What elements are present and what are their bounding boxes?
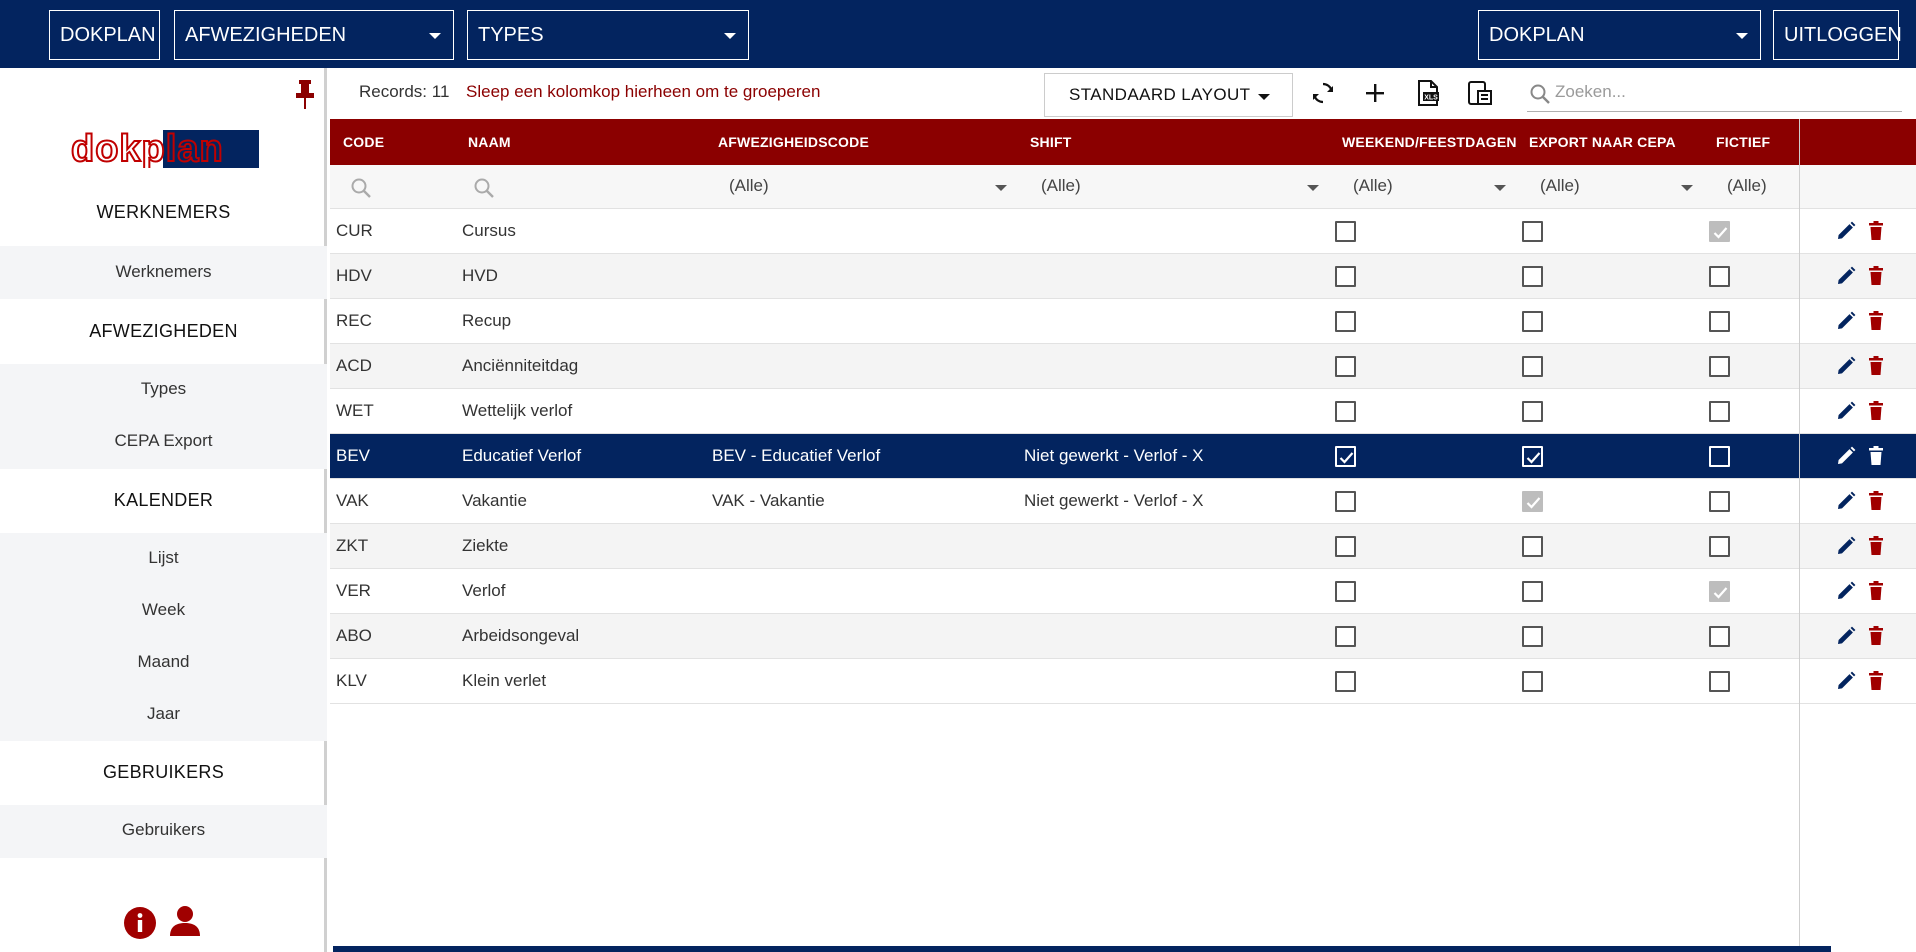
filter-shift[interactable]: (Alle) <box>1041 176 1081 195</box>
checkbox-fictief[interactable] <box>1709 446 1730 467</box>
delete-icon[interactable] <box>1865 355 1887 377</box>
checkbox-fictief[interactable] <box>1709 401 1730 422</box>
search-icon <box>1529 83 1551 105</box>
checkbox-weekend[interactable] <box>1335 671 1356 692</box>
filter-weekend[interactable]: (Alle) <box>1353 176 1393 195</box>
column-header-shift[interactable]: SHIFT <box>1030 134 1072 150</box>
checkbox-export[interactable] <box>1522 356 1543 377</box>
checkbox-export[interactable] <box>1522 311 1543 332</box>
checkbox-export[interactable] <box>1522 491 1543 512</box>
chevron-down-icon[interactable] <box>1494 185 1506 191</box>
cell-code: KLV <box>336 671 367 690</box>
table-row[interactable] <box>330 569 1916 614</box>
grid-header <box>330 119 1916 165</box>
search-icon[interactable] <box>350 177 372 199</box>
section-title-werknemers: WERKNEMERS <box>96 202 231 222</box>
delete-icon[interactable] <box>1865 580 1887 602</box>
column-header-naam[interactable]: NAAM <box>468 134 511 150</box>
home-button[interactable]: DOKPLAN <box>49 10 160 60</box>
cell-shift: Niet gewerkt - Verlof - X <box>1024 491 1204 510</box>
cell-naam: Wettelijk verlof <box>462 401 573 420</box>
module-select[interactable] <box>174 10 454 60</box>
cell-code: CUR <box>336 221 373 240</box>
checkbox-weekend[interactable] <box>1335 401 1356 422</box>
checkbox-weekend[interactable] <box>1335 221 1356 242</box>
table-row[interactable] <box>330 434 1916 479</box>
module-select-value: AFWEZIGHEDEN <box>185 23 347 46</box>
delete-icon[interactable] <box>1865 625 1887 647</box>
filter-row <box>330 165 1916 209</box>
edit-icon[interactable] <box>1835 355 1857 377</box>
filter-fictief[interactable]: (Alle) <box>1727 176 1767 195</box>
chevron-down-icon <box>429 33 441 39</box>
checkbox-export[interactable] <box>1522 536 1543 557</box>
sidebar-item-week[interactable]: Week <box>141 600 186 619</box>
checkbox-export[interactable] <box>1522 671 1543 692</box>
sidebar-item-maand[interactable]: Maand <box>137 652 190 671</box>
page-select-value: TYPES <box>478 23 544 46</box>
edit-icon[interactable] <box>1835 580 1857 602</box>
search-icon[interactable] <box>473 177 495 199</box>
delete-icon[interactable] <box>1865 310 1887 332</box>
user-icon[interactable] <box>168 904 202 938</box>
table-row[interactable] <box>330 344 1916 389</box>
svg-text:XLS: XLS <box>1424 94 1438 102</box>
cell-naam: Recup <box>462 311 512 330</box>
page-select[interactable] <box>467 10 749 60</box>
table-row[interactable] <box>330 389 1916 434</box>
delete-icon[interactable] <box>1865 490 1887 512</box>
chevron-down-icon <box>1736 33 1748 39</box>
filter-afwezigheidscode[interactable]: (Alle) <box>729 176 769 195</box>
checkbox-export[interactable] <box>1522 401 1543 422</box>
checkbox-weekend[interactable] <box>1335 491 1356 512</box>
checkbox-export[interactable] <box>1522 221 1543 242</box>
layout-select[interactable] <box>1044 73 1293 117</box>
checkbox-weekend[interactable] <box>1335 446 1356 467</box>
column-header-export[interactable]: EXPORT NAAR CEPA <box>1529 134 1676 150</box>
chevron-down-icon[interactable] <box>995 185 1007 191</box>
section-title-kalender: KALENDER <box>113 490 214 510</box>
table-row[interactable] <box>330 614 1916 659</box>
column-header-afwezigheidscode[interactable]: AFWEZIGHEIDSCODE <box>718 134 869 150</box>
edit-icon[interactable] <box>1835 625 1857 647</box>
cell-naam: Klein verlet <box>462 671 547 690</box>
edit-icon[interactable] <box>1835 265 1857 287</box>
checkbox-weekend[interactable] <box>1335 536 1356 557</box>
logout-button[interactable]: UITLOGGEN <box>1773 10 1899 60</box>
cell-naam: Educatief Verlof <box>462 446 582 465</box>
cell-naam: Verlof <box>462 581 506 600</box>
chevron-down-icon <box>724 33 736 39</box>
cell-code: VAK <box>336 491 369 510</box>
sidebar <box>0 68 327 952</box>
tenant-select[interactable] <box>1478 10 1761 60</box>
checkbox-weekend[interactable] <box>1335 311 1356 332</box>
top-bar <box>0 0 1916 68</box>
checkbox-export[interactable] <box>1522 581 1543 602</box>
search-input[interactable] <box>1555 82 1885 102</box>
cell-shift: Niet gewerkt - Verlof - X <box>1024 446 1204 465</box>
filter-export[interactable]: (Alle) <box>1540 176 1580 195</box>
cell-code: ABO <box>336 626 372 645</box>
column-header-code[interactable]: CODE <box>343 134 385 150</box>
chevron-down-icon[interactable] <box>1681 185 1693 191</box>
add-icon[interactable] <box>1360 78 1390 108</box>
cell-naam: Vakantie <box>462 491 527 510</box>
layout-select-value: STANDAARD LAYOUT <box>1069 85 1251 104</box>
checkbox-export[interactable] <box>1522 446 1543 467</box>
group-panel-hint[interactable]: Sleep een kolomkop hierheen om te groeperen <box>466 82 821 101</box>
section-title-afwezigheden: AFWEZIGHEDEN <box>89 321 238 341</box>
logo-text: dokplan <box>71 130 224 168</box>
checkbox-fictief[interactable] <box>1709 221 1730 242</box>
edit-icon[interactable] <box>1835 310 1857 332</box>
section-title-gebruikers: GEBRUIKERS <box>102 762 225 782</box>
edit-icon[interactable] <box>1835 670 1857 692</box>
dokplan-logo <box>69 130 259 168</box>
cell-code: VER <box>336 581 371 600</box>
delete-icon[interactable] <box>1865 670 1887 692</box>
checkbox-weekend[interactable] <box>1335 356 1356 377</box>
info-icon[interactable] <box>123 906 157 940</box>
checkbox-fictief[interactable] <box>1709 671 1730 692</box>
sidebar-item-gebruikers[interactable]: Gebruikers <box>121 820 206 839</box>
cell-naam: Arbeidsongeval <box>462 626 580 645</box>
delete-icon[interactable] <box>1865 265 1887 287</box>
cell-afwezigheidscode: BEV - Educatief Verlof <box>712 446 881 465</box>
cell-code: WET <box>336 401 374 420</box>
sidebar-item-jaar[interactable]: Jaar <box>146 704 181 723</box>
sidebar-item-cepa-export[interactable]: CEPA Export <box>114 431 213 450</box>
cell-code: ACD <box>336 356 372 375</box>
sidebar-item-werknemers[interactable]: Werknemers <box>115 262 212 281</box>
export-excel-icon[interactable] <box>1413 78 1443 108</box>
column-chooser-icon[interactable] <box>1465 78 1495 108</box>
checkbox-fictief[interactable] <box>1709 581 1730 602</box>
edit-icon[interactable] <box>1835 220 1857 242</box>
column-header-weekend[interactable]: WEEKEND/FEESTDAGEN <box>1342 134 1517 150</box>
checkbox-weekend[interactable] <box>1335 266 1356 287</box>
checkbox-weekend[interactable] <box>1335 581 1356 602</box>
horizontal-scrollbar[interactable] <box>333 946 1831 952</box>
cell-code: REC <box>336 311 372 330</box>
delete-icon[interactable] <box>1865 445 1887 467</box>
column-header-fictief[interactable]: FICTIEF <box>1716 134 1771 150</box>
cell-code: BEV <box>336 446 371 465</box>
table-row[interactable] <box>330 299 1916 344</box>
checkbox-fictief[interactable] <box>1709 626 1730 647</box>
chevron-down-icon <box>1258 94 1270 100</box>
checkbox-export[interactable] <box>1522 626 1543 647</box>
sidebar-item-types[interactable]: Types <box>140 379 187 398</box>
cell-code: HDV <box>336 266 372 285</box>
cell-naam: Cursus <box>462 221 516 240</box>
checkbox-fictief[interactable] <box>1709 536 1730 557</box>
sidebar-item-lijst[interactable]: Lijst <box>148 548 179 567</box>
action-column-divider <box>1799 119 1800 952</box>
delete-icon[interactable] <box>1865 220 1887 242</box>
table-row[interactable] <box>330 209 1916 254</box>
cell-code: ZKT <box>336 536 369 555</box>
checkbox-fictief[interactable] <box>1709 311 1730 332</box>
cell-naam: Ziekte <box>462 536 509 555</box>
delete-icon[interactable] <box>1865 400 1887 422</box>
edit-icon[interactable] <box>1835 535 1857 557</box>
search-box[interactable] <box>1527 78 1902 112</box>
records-count: Records: 11 <box>359 82 450 101</box>
checkbox-export[interactable] <box>1522 266 1543 287</box>
table-row[interactable] <box>330 479 1916 524</box>
table-row[interactable] <box>330 659 1916 704</box>
cell-naam: HVD <box>462 266 498 285</box>
checkbox-fictief[interactable] <box>1709 491 1730 512</box>
tenant-select-value: DOKPLAN <box>1489 23 1585 46</box>
checkbox-weekend[interactable] <box>1335 626 1356 647</box>
table-row[interactable] <box>330 524 1916 569</box>
checkbox-fictief[interactable] <box>1709 266 1730 287</box>
checkbox-fictief[interactable] <box>1709 356 1730 377</box>
chevron-down-icon[interactable] <box>1307 185 1319 191</box>
edit-icon[interactable] <box>1835 445 1857 467</box>
cell-afwezigheidscode: VAK - Vakantie <box>712 491 825 510</box>
edit-icon[interactable] <box>1835 490 1857 512</box>
delete-icon[interactable] <box>1865 535 1887 557</box>
edit-icon[interactable] <box>1835 400 1857 422</box>
table-row[interactable] <box>330 254 1916 299</box>
pin-icon[interactable] <box>296 80 314 110</box>
refresh-icon[interactable] <box>1308 78 1338 108</box>
cell-naam: Anciënniteitdag <box>462 356 579 375</box>
